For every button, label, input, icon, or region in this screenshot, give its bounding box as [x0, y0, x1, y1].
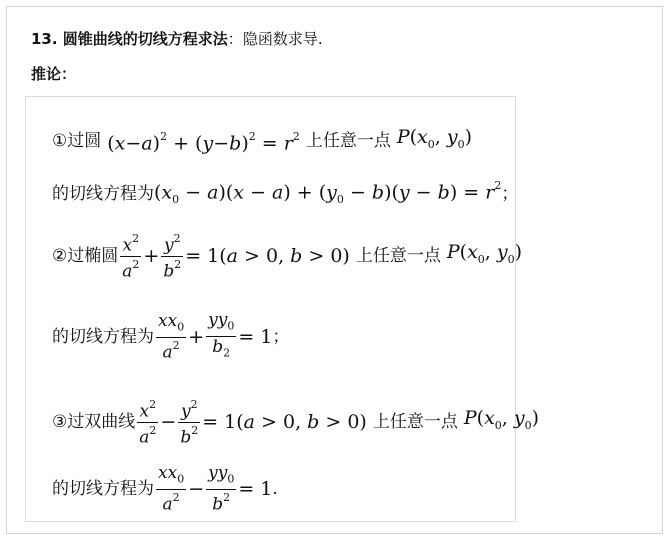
heading-title: 13. 圆锥曲线的切线方程求法 — [31, 30, 228, 48]
hyperbola-suffix: 上任意一点 — [372, 412, 458, 433]
hyperbola-tangent-prefix: 的切线方程为 — [52, 479, 154, 500]
hyperbola-condition: = 1(a > 0, b > 0) — [202, 411, 367, 434]
ellipse-frac-x: $\frac{x^2}{a^2}$ — [122, 232, 140, 282]
ellipse-tangent: 的切线方程为 $\frac{xx_0}{a^2}$ + $\frac{yy_0}{b_2}$ = 1 ； — [52, 310, 290, 363]
circle-tangent-prefix: 的切线方程为 — [52, 184, 154, 205]
hyperbola-tangent-frac-x: $\frac{xx_0}{a^2}$ — [158, 463, 185, 516]
ellipse-suffix: 上任意一点 — [355, 246, 441, 267]
circle-tangent-equation: $(x_0 - a)(x - a) + (y_0 - b)(y - b) = r^2$ — [154, 179, 502, 207]
ellipse-tangent-rhs: = 1 — [238, 325, 273, 348]
circle-point: $P(x_0$, $y_0$) — [396, 126, 473, 151]
ellipse-tangent-end: ； — [272, 326, 290, 347]
hyperbola-tangent-rhs: = 1 — [238, 478, 273, 501]
section-heading — [31, 28, 323, 50]
ellipse-tangent-frac-y: $\frac{yy_0}{b_2}$ — [208, 310, 235, 360]
circle-tangent — [52, 175, 518, 213]
ellipse-tangent-prefix: 的切线方程为 — [52, 326, 154, 347]
hyperbola-tangent: 的切线方程为 $\frac{xx_0}{a^2}$ − $\frac{yy_0}{b^2}$ = 1 . — [52, 463, 278, 516]
hyperbola-label: ③过双曲线 — [52, 412, 136, 433]
hyperbola-tangent-frac-y: $\frac{yy_0}{b^2}$ — [208, 463, 235, 516]
hyperbola-statement: ③过双曲线 $\frac{x^2}{a^2}$ − $\frac{y^2}{b^2}$ = 1(a > 0, b > 0) 上任意一点 $P(x_0$, $y_0$) — [52, 398, 540, 448]
formula-image — [25, 96, 540, 522]
content-frame — [6, 6, 663, 534]
heading-colon: ： — [227, 30, 243, 48]
ellipse-condition: = 1(a > 0, b > 0) — [185, 245, 350, 268]
circle-suffix: 上任意一点 — [305, 130, 391, 151]
hyperbola-tangent-end: . — [272, 479, 278, 500]
ellipse-tangent-frac-x: $\frac{xx_0}{a^2}$ — [158, 310, 185, 363]
hyperbola-frac-y: $\frac{y^2}{b^2}$ — [180, 398, 199, 448]
circle-label: ①过圆 — [52, 130, 102, 151]
circle-tangent-end: ； — [501, 184, 519, 205]
circle-statement — [52, 124, 472, 158]
ellipse-label: ②过椭圆 — [52, 246, 119, 267]
ellipse-frac-y: $\frac{y^2}{b^2}$ — [163, 232, 182, 282]
corollary-label: 推论： — [31, 65, 77, 83]
hyperbola-point: $P(x_0$, $y_0$) — [463, 407, 540, 433]
circle-equation: $(x-a)^2 + (y-b)^2 = r^2$ — [107, 129, 300, 155]
ellipse-point: $P(x_0$, $y_0$) — [446, 241, 523, 267]
hyperbola-frac-x: $\frac{x^2}{a^2}$ — [139, 398, 157, 448]
ellipse-statement: ②过椭圆 $\frac{x^2}{a^2}$ + $\frac{y^2}{b^2}$ = 1(a > 0, b > 0) 上任意一点 $P(x_0$, $y_0$) — [52, 232, 523, 282]
heading-method: 隐函数求导. — [242, 30, 323, 48]
